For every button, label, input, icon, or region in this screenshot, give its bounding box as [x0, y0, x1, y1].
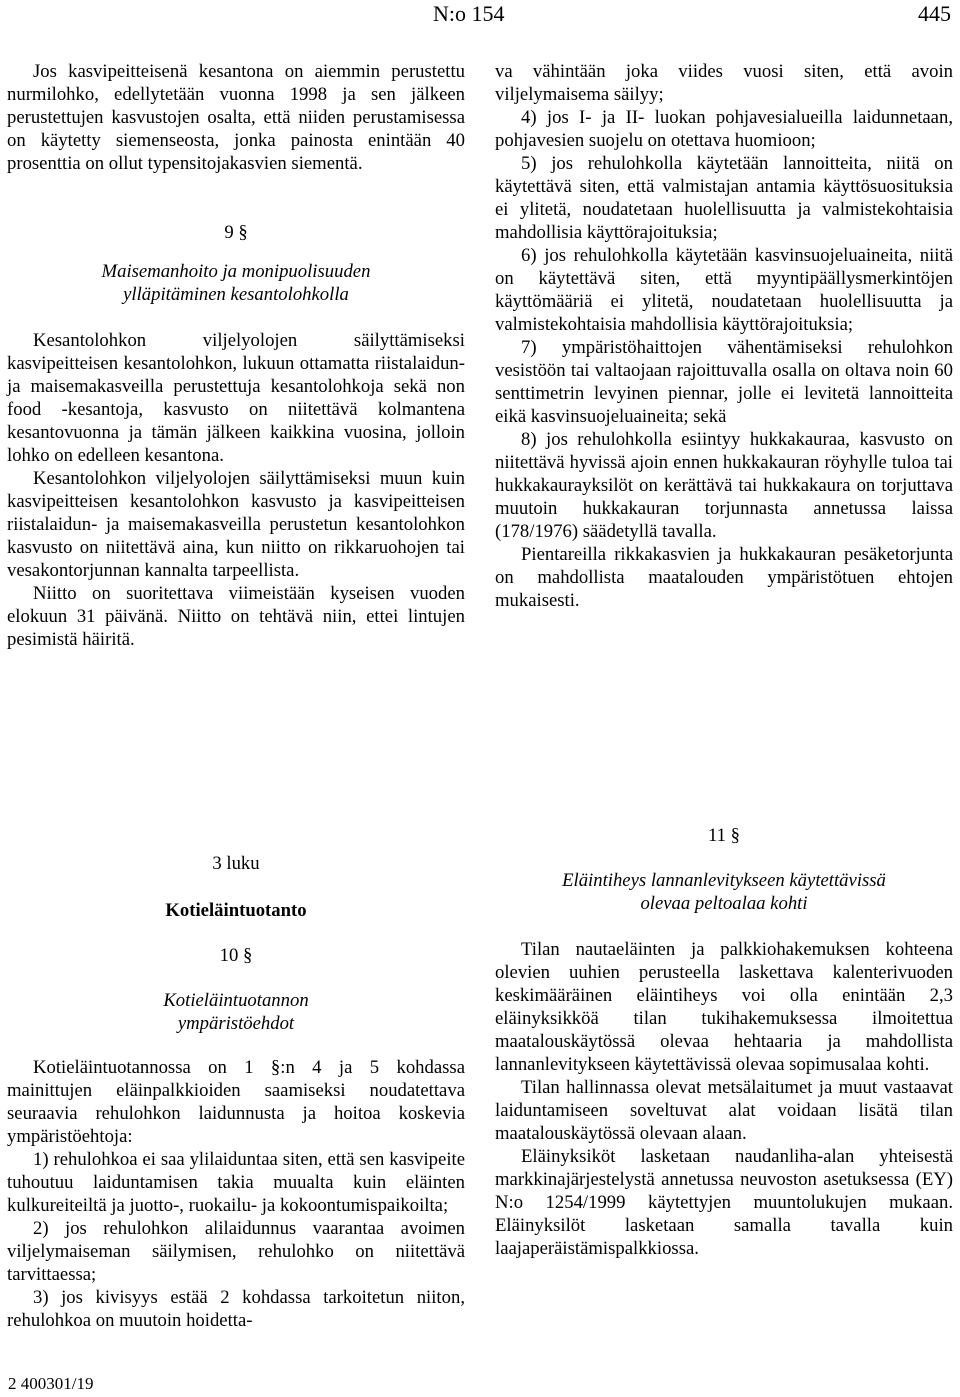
paragraph: Kesantolohkon viljelyolojen säilyttämiseksi muun kuin kasvipeitteisen kesantolohkon kasvusto ja kasvipeitteisen riistalaidun- ja maisemakasveilla perustetun kesantolohkon kasvusto on niitettävä aina, kun niitto on rikkaruohojen tai vesakontorjunnan kannalta tarpeellista.: [7, 468, 465, 581]
list-item: 1) rehulohkoa ei saa ylilaiduntaa siten, että sen kasvipeite tuhoutuu laiduntamisen takia muualta kuin eläinten kulkureiteiltä ja juotto-, ruokailu- ja kokoontumispaikoilta;: [7, 1149, 465, 1216]
paragraph: Tilan hallinnassa olevat metsälaitumet ja muut vastaavat laiduntamiseen soveltuvat alat voidaan lisätä tilan maatalouskäytössä olevaan alaan.: [495, 1077, 953, 1144]
section-9-title-line2: ylläpitäminen kesantolohkolla: [123, 284, 349, 305]
list-item: 3) jos kivisyys estää 2 kohdassa tarkoitetun niiton, rehulohkoa on muutoin hoidetta-: [7, 1287, 465, 1331]
section-11-number: 11 §: [707, 825, 740, 846]
chapter-title: Kotieläintuotanto: [165, 900, 307, 921]
print-code: 2 400301/19: [8, 1374, 94, 1393]
list-item: 5) jos rehulohkolla käytetään lannoitteita, niitä on käytettävä siten, että valmistajan antamia käyttösuosituksia ei ylitetä, noudatetaan huolellisuutta ja valmistekohtaisia mahdollisia käyttörajoituksia;: [495, 153, 953, 243]
list-item: 4) jos I- ja II- luokan pohjavesialueilla laidunnetaan, pohjavesien suojelu on otettava huomioon;: [495, 107, 953, 151]
section-10-title-line2: ympäristöehdot: [177, 1013, 295, 1034]
issue-number: N:o 154: [433, 1, 505, 26]
paragraph-continuation: va vähintään joka viides vuosi siten, että avoin viljelymaisema säilyy;: [495, 61, 953, 105]
paragraph: Jos kasvipeitteisenä kesantona on aiemmin perustettu nurmilohko, edellytetään vuonna 1998 ja sen jälkeen perustettujen kasvustojen osalta, että niiden perustamisessa on käytetty siemenseosta, jonka painosta enintään 40 prosenttia on ollut typensitojakasvien siementä.: [7, 61, 465, 174]
right-column-bottom: [495, 824, 953, 1260]
paragraph: Tilan nautaeläinten ja palkkiohakemuksen kohteena olevien uuhien perusteella laskettava kalenterivuoden keskimääräinen eläintiheys voi olla enintään 2,3 eläinyksikköä tilan tukihakemuksessa ilmoitettua maatalouskäytössä olevaa hehtaaria ja mahdollista lannanlevitykseen käytettävissä olevaa sopimusalaa kohti.: [495, 939, 953, 1075]
list-item: 7) ympäristöhaittojen vähentämiseksi rehulohkon vesistöön tai valtaojaan rajoittuvalla osalla on oltava noin 60 senttimetrin levyinen piennar, jolle ei levitetä lannoitteita eikä kasvinsuojeluaineita; sekä: [495, 337, 953, 427]
chapter-number: 3 luku: [212, 853, 260, 874]
paragraph: Pientareilla rikkakasvien ja hukkakauran pesäketorjunta on mahdollista maatalouden ympäristötuen ehtojen mukaisesti.: [495, 544, 953, 611]
section-11-title-line2: olevaa peltoalaa kohti: [640, 893, 808, 914]
paragraph: Kesantolohkon viljelyolojen säilyttämiseksi kasvipeitteisen kesantolohkon, lukuun ottamatta riistalaidun- ja maisemakasveilla perustettuja kesantolohkoja sekä non food -kesantoja, kasvusto on niitettävä kolmantena kesantovuonna ja tämän jälkeen kaikkina vuosina, jolloin lohko on edelleen kesantona.: [7, 330, 465, 466]
list-item: 8) jos rehulohkolla esiintyy hukkakauraa, kasvusto on niitettävä hyvissä ajoin ennen hukkakauran röyhylle tuloa tai hukkakaurayksilöt on kerättävä tai hukkakaura on torjuttava muutoin hukkakauran torjunnasta annetussa laissa (178/1976) säädetyllä tavalla.: [495, 429, 953, 542]
page-number: 445: [918, 1, 951, 26]
paragraph: Kotieläintuotannossa on 1 §:n 4 ja 5 kohdassa mainittujen eläinpalkkioiden saamiseksi noudatettava seuraavia rehulohkon laidunnusta ja hoitoa koskevia ympäristöehtoja:: [7, 1057, 465, 1147]
section-9-title-line1: Maisemanhoito ja monipuolisuuden: [101, 261, 371, 282]
left-column-bottom: [7, 852, 465, 1332]
left-column-top: [7, 60, 465, 651]
list-item: 6) jos rehulohkolla käytetään kasvinsuojeluaineita, niitä on käytettävä siten, että myyntipäällysmerkintöjen käyttömääriä ei ylitetä, noudatetaan huolellisuutta ja valmistekohtaisia mahdollisia käyttörajoituksia;: [495, 245, 953, 335]
paragraph: Eläinyksiköt lasketaan naudanliha-alan yhteisestä markkinajärjestelystä annetussa neuvoston asetuksessa (EY) N:o 1254/1999 käytettyjen muuntolukujen mukaan. Eläinyksilöt lasketaan samalla tavalla kuin laajaperäistämispalkkiossa.: [495, 1146, 953, 1259]
section-11-title-line1: Eläintiheys lannanlevitykseen käytettävissä: [562, 870, 886, 891]
section-9-number: 9 §: [224, 222, 248, 243]
section-10-title-line1: Kotieläintuotannon: [163, 990, 309, 1011]
paragraph: Niitto on suoritettava viimeistään kyseisen vuoden elokuun 31 päivänä. Niitto on tehtävä niin, ettei lintujen pesimistä häiritä.: [7, 583, 465, 650]
section-10-number: 10 §: [219, 945, 253, 966]
right-column-top: [495, 60, 953, 612]
list-item: 2) jos rehulohkon alilaidunnus vaarantaa avoimen viljelymaiseman säilymisen, rehulohko on niitettävä tarvittaessa;: [7, 1218, 465, 1285]
